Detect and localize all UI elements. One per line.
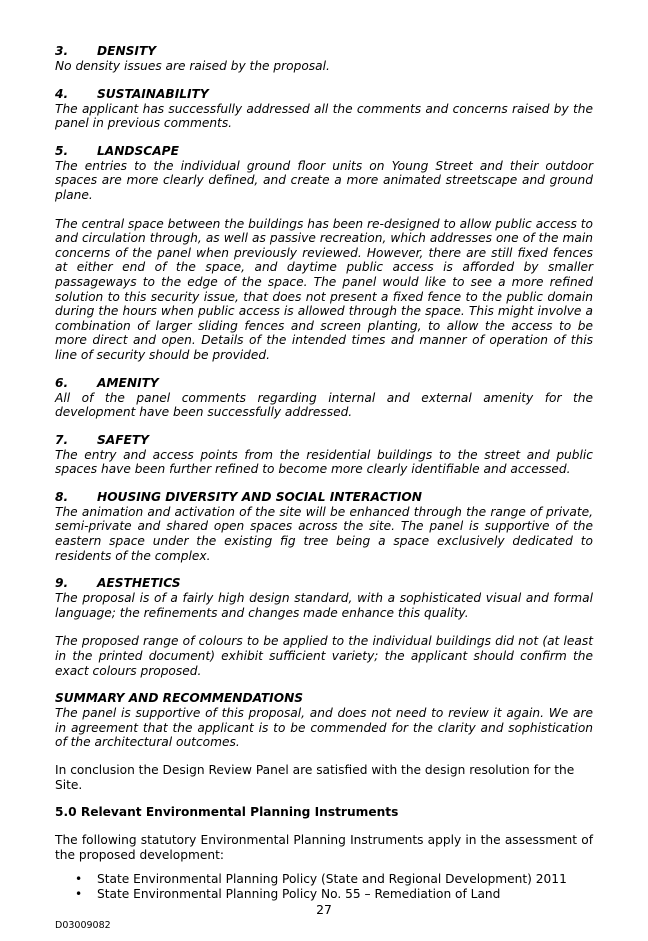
section-paragraph: The applicant has successfully addressed all the comments and concerns raised by the panel in previous comments. <box>55 101 593 131</box>
section-paragraph: The proposal is of a fairly high design standard, with a sophisticated visual and formal language; the refinements and changes made enhance this quality. <box>55 591 593 620</box>
section-paragraph: All of the panel comments regarding internal and external amenity for the development have been successfully addressed. <box>55 390 593 420</box>
page-number: 27 <box>316 902 332 917</box>
section-heading: 9. AESTHETICS <box>55 576 181 591</box>
list-item: • State Environmental Planning Policy (State and Regional Development) 2011 <box>75 872 593 887</box>
section-paragraph: The proposed range of colours to be applied to the individual buildings did not (at least in the printed document) exhibit sufficient variety; the applicant should confirm the exact colours proposed. <box>55 634 593 678</box>
section-heading: 8. HOUSING DIVERSITY AND SOCIAL INTERACTION <box>55 489 422 504</box>
section-heading: 3. DENSITY <box>55 44 157 58</box>
section-housing-diversity <box>55 490 593 563</box>
section-paragraph: The animation and activation of the site will be enhanced through the range of private, semi-private and shared open spaces across the site. The panel is supportive of the eastern space under the existing fig tree being a space exclusively dedicated to residents of the complex. <box>55 504 593 563</box>
section-safety <box>55 433 593 477</box>
summary-heading: SUMMARY AND RECOMMENDATIONS <box>55 691 304 706</box>
section-5-intro: The following statutory Environmental Planning Instruments apply in the assessment of the proposed development: <box>55 833 593 862</box>
section-landscape <box>55 144 593 363</box>
conclusion-paragraph: In conclusion the Design Review Panel are satisfied with the design resolution for the Site. <box>55 763 575 792</box>
section-paragraph: No density issues are raised by the proposal. <box>55 59 330 73</box>
section-summary <box>55 691 593 750</box>
section-heading: 6. AMENITY <box>55 375 159 390</box>
instrument-list <box>55 872 593 902</box>
document-body <box>55 44 593 902</box>
section-5-heading: 5.0 Relevant Environmental Planning Instruments <box>55 805 399 820</box>
section-heading: 5. LANDSCAPE <box>55 143 179 158</box>
section-heading: 7. SAFETY <box>55 432 149 447</box>
section-paragraph: The entries to the individual ground floor units on Young Street and their outdoor spaces are more clearly defined, and create a more animated streetscape and ground plane. <box>55 158 593 202</box>
section-heading: 4. SUSTAINABILITY <box>55 86 209 101</box>
document-id: D03009082 <box>55 920 111 931</box>
summary-paragraph: The panel is supportive of this proposal, and does not need to review it again. We are in agreement that the applicant is to be commended for the clarity and sophistication of the architectural outcomes. <box>55 706 593 750</box>
section-density <box>55 44 593 74</box>
section-sustainability <box>55 87 593 131</box>
list-item: • State Environmental Planning Policy No. 55 – Remediation of Land <box>75 887 593 902</box>
section-paragraph: The central space between the buildings has been re-designed to allow public access to and circulation through, as well as passive recreation, which addresses one of the main concerns of the panel when previously reviewed. However, there are still fixed fences at either end of the space, and daytime public access is afforded by smaller passageways to the edge of the space. The panel would like to see a more refined solution to this security issue, that does not present a fixed fence to the public domain during the hours when public access is allowed through the space. This might involve a combination of larger sliding fences and screen planting, to allow the access to be more direct and open. Details of the intended times and manner of operation of this line of security should be provided. <box>55 216 593 362</box>
section-aesthetics <box>55 576 593 678</box>
section-paragraph: The entry and access points from the residential buildings to the street and public spaces have been further refined to become more clearly identifiable and accessed. <box>55 447 593 477</box>
section-amenity <box>55 376 593 420</box>
